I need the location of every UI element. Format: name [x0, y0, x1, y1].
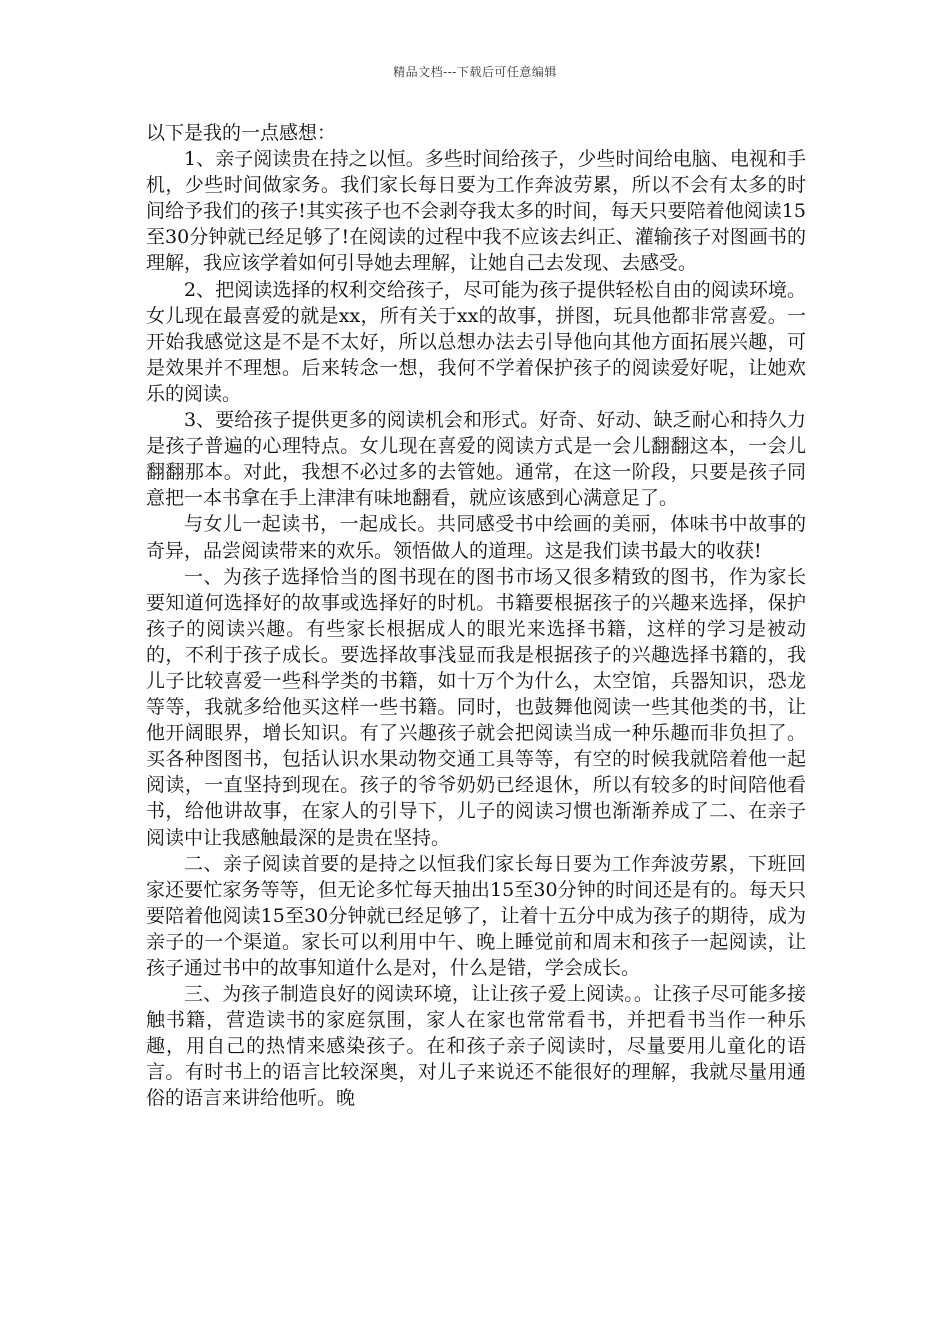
- document-body: [146, 120, 806, 1112]
- paragraph-1: 1、亲子阅读贵在持之以恒。多些时间给孩子，少些时间给电脑、电视和手机，少些时间做家务。我们家长每日要为工作奔波劳累，所以不会有太多的时间给予我们的孩子!其实孩子也不会剥夺我太多的时间，每天只要陪着他阅读15至30分钟就已经足够了!在阅读的过程中我不应该去纠正、灌输孩子对图画书的理解，我应该学着如何引导她去理解，让她自己去发现、去感受。: [146, 148, 806, 275]
- paragraph-4: 与女儿一起读书，一起成长。共同感受书中绘画的美丽，体味书中故事的奇异，品尝阅读带来的欢乐。领悟做人的道理。这是我们读书最大的收获!: [146, 513, 806, 562]
- intro-line: 以下是我的一点感想：: [146, 122, 337, 144]
- paragraph-5: 一、为孩子选择恰当的图书现在的图书市场又很多精致的图书，作为家长要知道何选择好的故事或选择好的时机。书籍要根据孩子的兴趣来选择，保护孩子的阅读兴趣。有些家长根据成人的眼光来选择书籍，这样的学习是被动的，不利于孩子成长。要选择故事浅显而我是根据孩子的兴趣选择书籍的，我儿子比较喜爱一些科学类的书籍，如十万个为什么，太空馆，兵器知识，恐龙等等，我就多给他买这样一些书籍。同时，也鼓舞他阅读一些其他类的书，让他开阔眼界，增长知识。有了兴趣孩子就会把阅读当成一种乐趣而非负担了。买各种图图书，包括认识水果动物交通工具等等，有空的时候我就陪着他一起阅读，一直坚持到现在。孩子的爷爷奶奶已经退休，所以有较多的时间陪他看书，给他讲故事，在家人的引导下，儿子的阅读习惯也渐渐养成了二、在亲子阅读中让我感触最深的是贵在坚持。: [146, 565, 806, 849]
- paragraph-2: 2、把阅读选择的权利交给孩子，尽可能为孩子提供轻松自由的阅读环境。女儿现在最喜爱的就是xx，所有关于xx的故事，拼图，玩具他都非常喜爱。一开始我感觉这是不是不太好，所以总想办法去引导他向其他方面拓展兴趣，可是效果并不理想。后来转念一想，我何不学着保护孩子的阅读爱好呢，让她欢乐的阅读。: [146, 278, 806, 405]
- page-header: 精品文档---下载后可任意编辑: [393, 65, 557, 79]
- paragraph-3: 3、要给孩子提供更多的阅读机会和形式。好奇、好动、缺乏耐心和持久力是孩子普遍的心理特点。女儿现在喜爱的阅读方式是一会儿翻翻这本，一会儿翻翻那本。对此，我想不必过多的去管她。通常，在这一阶段，只要是孩子同意把一本书拿在手上津津有味地翻看，就应该感到心满意足了。: [146, 409, 806, 510]
- paragraph-6: 二、亲子阅读首要的是持之以恒我们家长每日要为工作奔波劳累，下班回家还要忙家务等等，但无论多忙每天抽出15至30分钟的时间还是有的。每天只要陪着他阅读15至30分钟就已经足够了，让着十五分中成为孩子的期待，成为亲子的一个渠道。家长可以利用中午、晚上睡觉前和周末和孩子一起阅读，让孩子通过书中的故事知道什么是对，什么是错，学会成长。: [146, 852, 806, 979]
- paragraph-7: 三、为孩子制造良好的阅读环境，让让孩子爱上阅读。。让孩子尽可能多接触书籍，营造读书的家庭氛围，家人在家也常常看书，并把看书当作一种乐趣，用自己的热情来感染孩子。在和孩子亲子阅读时，尽量要用儿童化的语言。有时书上的语言比较深奥，对儿子来说还不能很好的理解，我就尽量用通俗的语言来讲给他听。晚: [146, 983, 806, 1110]
